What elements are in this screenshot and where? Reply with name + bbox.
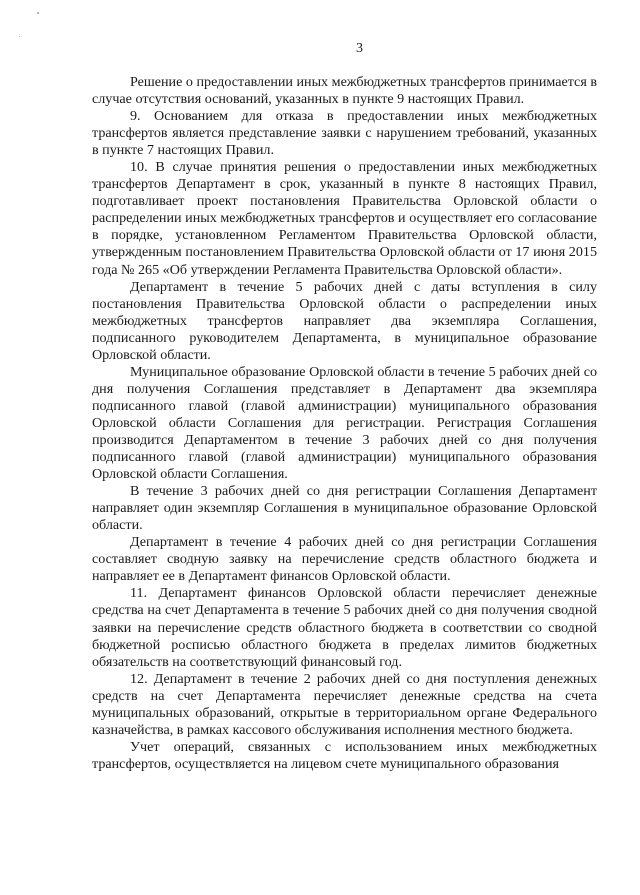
paragraph-summary-request: Департамент в течение 4 рабочих дней со дня регистрации Соглашения составляет сводную заявку на перечисление средств областного бюджета и направляет ее в Департамент финансов Орловской области.	[92, 534, 597, 585]
scan-speck	[19, 36, 20, 37]
paragraph-item-9: 9. Основанием для отказа в предоставлении иных межбюджетных трансфертов является представление заявки с нарушением требований, указанных в пункте 7 настоящих Правил.	[92, 108, 597, 159]
paragraph-item-11: 11. Департамент финансов Орловской области перечисляет денежные средства на счет Департамента в течение 5 рабочих дней со дня получения сводной заявки на перечисление средств областного бюджета в соответствии со сводной бюджетной росписью областного бюджета в пределах лимитов бюджетных обязательств на соответствующий финансовый год.	[92, 585, 597, 670]
paragraph-decision: Решение о предоставлении иных межбюджетных трансфертов принимается в случае отсутствия оснований, указанных в пункте 9 настоящих Правил.	[92, 74, 597, 108]
paragraph-agreement-return: В течение 3 рабочих дней со дня регистрации Соглашения Департамент направляет один экземпляр Соглашения в муниципальное образование Орловской области.	[92, 483, 597, 534]
page-number: 3	[356, 41, 363, 56]
paragraph-agreement-dispatch: Департамент в течение 5 рабочих дней с даты вступления в силу постановления Правительства Орловской области о распределении иных межбюджетных трансфертов направляет два экземпляра Соглашения, подписанного руководителем Департамента, в муниципальное образование Орловской области.	[92, 278, 597, 363]
document-body	[92, 74, 597, 773]
paragraph-accounting: Учет операций, связанных с использованием иных межбюджетных трансфертов, осуществляется на лицевом счете муниципального образования	[92, 738, 597, 772]
paragraph-item-12: 12. Департамент в течение 2 рабочих дней со дня поступления денежных средств на счет Департамента перечисляет денежные средства на счета муниципальных образований, открытые в территориальном органе Федерального казначейства, в рамках кассового обслуживания исполнения местного бюджета.	[92, 670, 597, 738]
paragraph-agreement-registration: Муниципальное образование Орловской области в течение 5 рабочих дней со дня получения Соглашения представляет в Департамент два экземпляра подписанного главой (главой администрации) муниципального образования Орловской области Соглашения для регистрации. Регистрация Соглашения производится Департаментом в течение 3 рабочих дней со дня получения подписанного главой (главой администрации) муниципального образования Орловской области Соглашения.	[92, 363, 597, 483]
paragraph-item-10: 10. В случае принятия решения о предоставлении иных межбюджетных трансфертов Департамент в срок, указанный в пункте 8 настоящих Правил, подготавливает проект постановления Правительства Орловской области о распределении иных межбюджетных трансфертов и осуществляет его согласование в порядке, установленном Регламентом Правительства Орловской области, утвержденным постановлением Правительства Орловской области от 17 июня 2015 года № 265 «Об утверждении Регламента Правительства Орловской области».	[92, 159, 597, 278]
scan-speck	[37, 12, 39, 14]
